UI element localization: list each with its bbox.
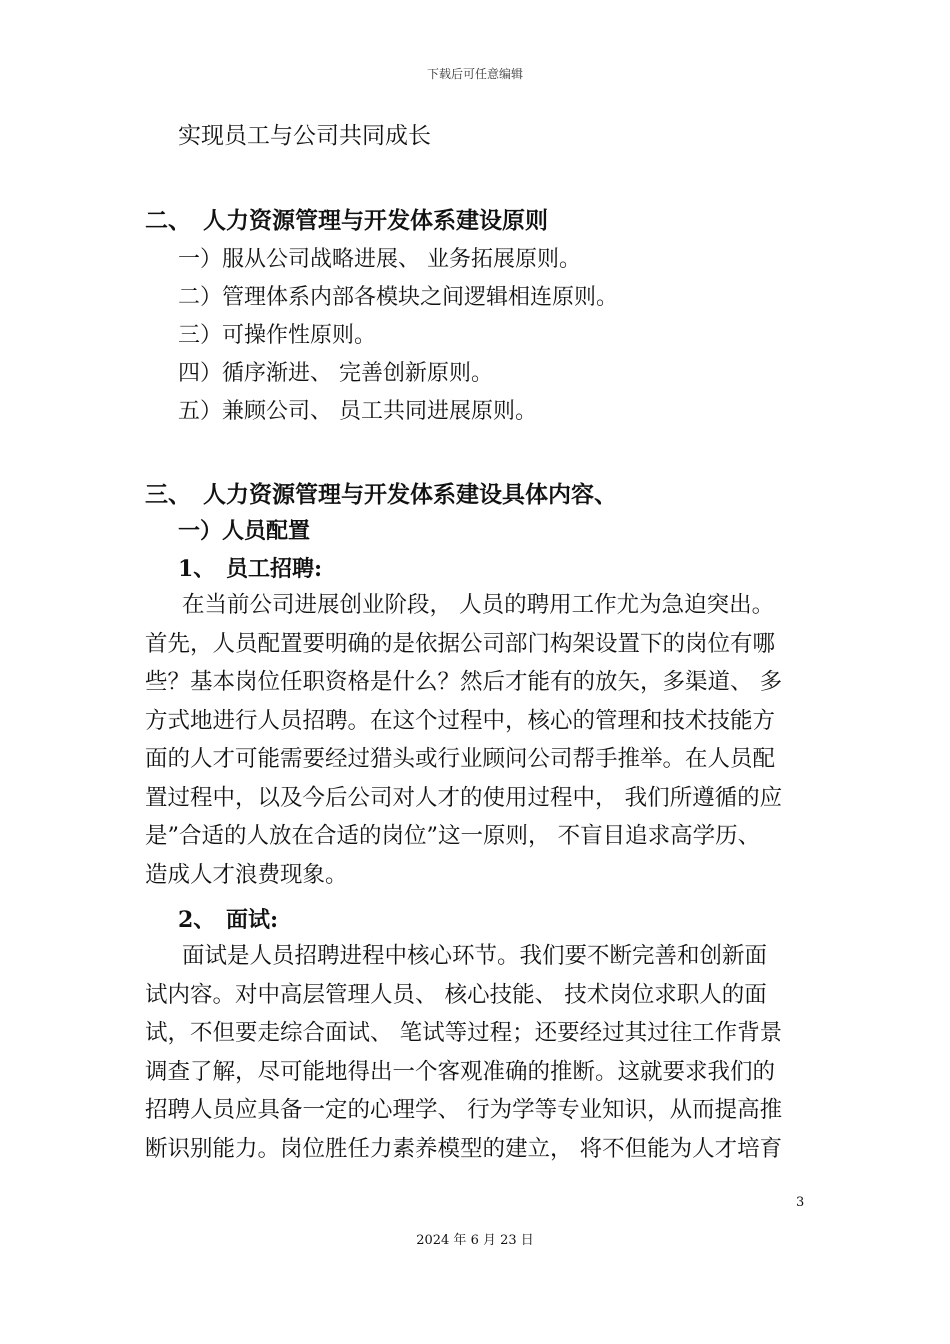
paragraph-line: 试内容。对中高层管理人员、 核心技能、 技术岗位求职人的面 <box>145 981 767 1008</box>
paragraph-line: 置过程中，以及今后公司对人才的使用过程中， 我们所遵循的应 <box>145 784 783 811</box>
footer-date: 2024 年 6 月 23 日 <box>416 1233 534 1248</box>
paragraph-line: 些？基本岗位任职资格是什么？然后才能有的放矢，多渠道、 多 <box>145 669 783 695</box>
subheading-staffing: 一）人员配置 <box>178 518 311 544</box>
interview-paragraph <box>145 937 810 1168</box>
point-2-number: 2、 <box>178 907 216 933</box>
paragraph-line: 首先，人员配置要明确的是依据公司部门构架设置下的岗位有哪 <box>145 630 776 657</box>
section-3-title: 人力资源管理与开发体系建设具体内容、 <box>203 481 617 508</box>
paragraph-line: 面的人才可能需要经过猎头或行业顾问公司帮手推举。在人员配 <box>145 746 776 772</box>
section-2-title: 人力资源管理与开发体系建设原则 <box>203 207 548 234</box>
paragraph-line: 调查了解，尽可能地得出一个客观准确的推断。这就要求我们的 <box>145 1058 776 1085</box>
point-2-heading <box>178 903 278 934</box>
point-1-heading <box>178 552 322 583</box>
point-2-title: 面试: <box>226 907 279 933</box>
paragraph-line: 在当前公司进展创业阶段， 人员的聘用工作尤为急迫突出。 <box>182 592 775 618</box>
paragraph-line: 造成人才浪费现象。 <box>145 861 348 888</box>
section-2-number: 二、 <box>145 207 191 234</box>
paragraph-line: 面试是人员招聘进程中核心环节。我们要不断完善和创新面 <box>182 943 768 969</box>
paragraph-line: 断识别能力。岗位胜任力素养模型的建立， 将不但能为人才培育 <box>145 1135 783 1162</box>
section-3-heading <box>145 476 617 509</box>
principle-item: 二）管理体系内部各模块之间逻辑相连原则。 <box>178 285 619 310</box>
intro-line: 实现员工与公司共同成长 <box>178 123 431 149</box>
paragraph-line: 试，不但要走综合面试、 笔试等过程；还要经过其过往工作背景 <box>145 1020 783 1046</box>
principle-item: 五）兼顾公司、 员工共同进展原则。 <box>178 399 537 424</box>
paragraph-line: 方式地进行人员招聘。在这个过程中，核心的管理和技术技能方 <box>145 707 776 734</box>
page-header: 下载后可任意编辑 <box>426 67 523 81</box>
page-number: 3 <box>796 1195 805 1210</box>
point-1-number: 1、 <box>178 556 216 582</box>
paragraph-line: 招聘人员应具备一定的心理学、 行为学等专业知识，从而提高推 <box>145 1097 783 1123</box>
section-3-number: 三、 <box>145 481 191 508</box>
paragraph-line: 是”合适的人放在合适的岗位”这一原则， 不盲目追求高学历、 <box>145 823 761 849</box>
recruitment-paragraph <box>145 586 810 894</box>
principle-item: 三）可操作性原则。 <box>178 323 377 348</box>
principle-item: 一）服从公司战略进展、 业务拓展原则。 <box>178 247 581 272</box>
section-2-heading <box>145 202 548 235</box>
point-1-title: 员工招聘: <box>226 556 323 582</box>
principle-item: 四）循序渐进、 完善创新原则。 <box>178 361 493 386</box>
